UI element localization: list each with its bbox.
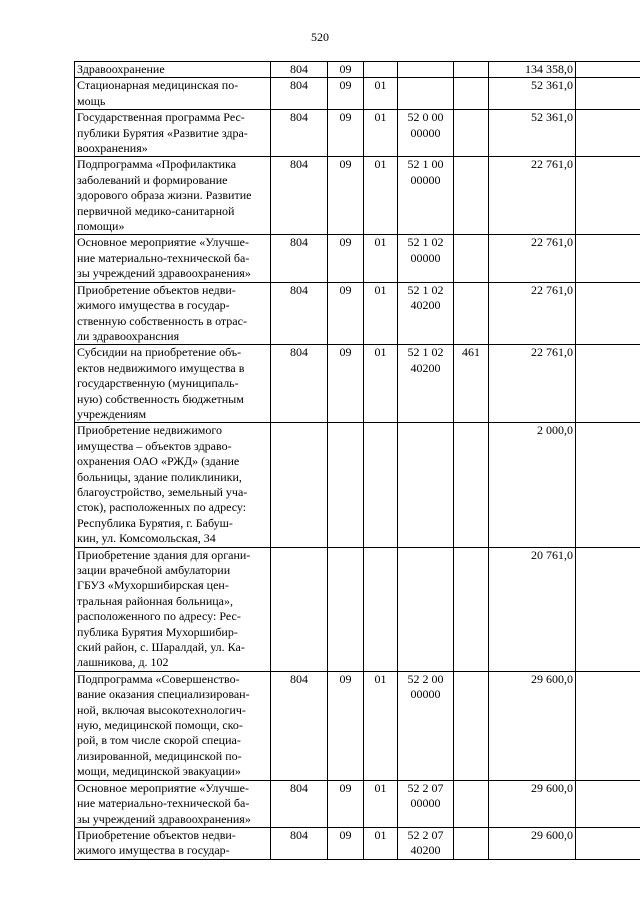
row-target-article-code bbox=[398, 62, 454, 78]
table-row bbox=[75, 235, 640, 282]
row-expense-type-code bbox=[454, 78, 489, 110]
row-grbs-code: 804 bbox=[271, 282, 328, 345]
row-name: Основное мероприятие «Улучше- ние материально-технической ба- зы учреждений здравоохранения» bbox=[75, 780, 271, 827]
row-target-article-code: 52 2 07 40200 bbox=[398, 827, 454, 859]
row-expense-type-code bbox=[454, 423, 489, 547]
row-empty-cell bbox=[576, 62, 640, 78]
row-section-code: 09 bbox=[328, 780, 364, 827]
row-empty-cell bbox=[576, 547, 640, 671]
row-expense-type-code bbox=[454, 827, 489, 859]
row-expense-type-code bbox=[454, 671, 489, 780]
row-section-code: 09 bbox=[328, 671, 364, 780]
table-row bbox=[75, 282, 640, 345]
row-name: Приобретение здания для органи- зации врачебной амбулатории ГБУЗ «Мухоршибирская цен- тральная районная больница», расположенного по адресу: Рес- публика Бурятия Мухоршибир- ский район, с. Шаралдай, ул. Ка- лашникова, д. 102 bbox=[75, 547, 271, 671]
row-grbs-code: 804 bbox=[271, 780, 328, 827]
row-expense-type-code bbox=[454, 157, 489, 235]
table-row bbox=[75, 110, 640, 157]
page-number: 520 bbox=[311, 30, 329, 44]
row-target-article-code: 52 1 02 40200 bbox=[398, 282, 454, 345]
row-name: Субсидии на приобретение объ- ектов недвижимого имущества в государственную (муниципаль- ную) собственность бюджетным учреждениям bbox=[75, 345, 271, 423]
row-name: Подпрограмма «Профилактика заболеваний и формирование здорового образа жизни. Развитие первичной медико-санитарной помощи» bbox=[75, 157, 271, 235]
row-subsection-code: 01 bbox=[364, 671, 398, 780]
budget-table bbox=[74, 61, 640, 860]
row-empty-cell bbox=[576, 780, 640, 827]
row-empty-cell bbox=[576, 157, 640, 235]
row-name: Приобретение объектов недви- жимого имущества в государ- bbox=[75, 827, 271, 859]
table-row bbox=[75, 157, 640, 235]
row-subsection-code bbox=[364, 62, 398, 78]
row-section-code: 09 bbox=[328, 282, 364, 345]
row-subsection-code: 01 bbox=[364, 157, 398, 235]
row-subsection-code: 01 bbox=[364, 235, 398, 282]
row-grbs-code bbox=[271, 423, 328, 547]
row-subsection-code bbox=[364, 423, 398, 547]
row-amount: 52 361,0 bbox=[489, 78, 576, 110]
row-section-code: 09 bbox=[328, 345, 364, 423]
row-grbs-code: 804 bbox=[271, 62, 328, 78]
row-expense-type-code bbox=[454, 235, 489, 282]
row-name: Приобретение объектов недви- жимого имущества в государ- ственную собственность в отрас- ли здравоохрансния bbox=[75, 282, 271, 345]
row-expense-type-code bbox=[454, 780, 489, 827]
table-row bbox=[75, 62, 640, 78]
table-row bbox=[75, 78, 640, 110]
row-target-article-code bbox=[398, 423, 454, 547]
row-empty-cell bbox=[576, 345, 640, 423]
row-section-code bbox=[328, 423, 364, 547]
table-row bbox=[75, 345, 640, 423]
budget-table-body bbox=[75, 62, 640, 860]
row-subsection-code: 01 bbox=[364, 345, 398, 423]
row-section-code: 09 bbox=[328, 235, 364, 282]
row-section-code: 09 bbox=[328, 110, 364, 157]
row-section-code: 09 bbox=[328, 62, 364, 78]
row-name: Подпрограмма «Совершенство- вание оказания специализирован- ной, включая высокотехнологич- ную, медицинской помощи, ско- рой, в том числе скорой специа- лизированной, медицинской по- мощи, медицинской эвакуации» bbox=[75, 671, 271, 780]
row-grbs-code: 804 bbox=[271, 78, 328, 110]
row-target-article-code bbox=[398, 547, 454, 671]
row-empty-cell bbox=[576, 110, 640, 157]
row-amount: 29 600,0 bbox=[489, 671, 576, 780]
row-name: Основное мероприятие «Улучше- ние материально-технической ба- зы учреждений здравоохранения» bbox=[75, 235, 271, 282]
row-target-article-code: 52 1 02 40200 bbox=[398, 345, 454, 423]
row-expense-type-code: 461 bbox=[454, 345, 489, 423]
row-expense-type-code bbox=[454, 547, 489, 671]
row-amount: 22 761,0 bbox=[489, 157, 576, 235]
row-grbs-code: 804 bbox=[271, 345, 328, 423]
row-empty-cell bbox=[576, 827, 640, 859]
row-grbs-code: 804 bbox=[271, 110, 328, 157]
row-empty-cell bbox=[576, 78, 640, 110]
row-target-article-code: 52 1 00 00000 bbox=[398, 157, 454, 235]
row-subsection-code bbox=[364, 547, 398, 671]
row-subsection-code: 01 bbox=[364, 780, 398, 827]
row-grbs-code: 804 bbox=[271, 157, 328, 235]
row-amount: 22 761,0 bbox=[489, 282, 576, 345]
row-amount: 29 600,0 bbox=[489, 780, 576, 827]
row-expense-type-code bbox=[454, 62, 489, 78]
row-grbs-code: 804 bbox=[271, 235, 328, 282]
row-grbs-code: 804 bbox=[271, 827, 328, 859]
table-row bbox=[75, 780, 640, 827]
row-amount: 2 000,0 bbox=[489, 423, 576, 547]
row-name: Здравоохранение bbox=[75, 62, 271, 78]
row-target-article-code bbox=[398, 78, 454, 110]
row-empty-cell bbox=[576, 671, 640, 780]
row-expense-type-code bbox=[454, 110, 489, 157]
row-subsection-code: 01 bbox=[364, 827, 398, 859]
row-target-article-code: 52 1 02 00000 bbox=[398, 235, 454, 282]
row-amount: 29 600,0 bbox=[489, 827, 576, 859]
row-empty-cell bbox=[576, 282, 640, 345]
table-row bbox=[75, 423, 640, 547]
row-grbs-code: 804 bbox=[271, 671, 328, 780]
row-amount: 22 761,0 bbox=[489, 345, 576, 423]
table-row bbox=[75, 671, 640, 780]
row-section-code: 09 bbox=[328, 827, 364, 859]
row-amount: 22 761,0 bbox=[489, 235, 576, 282]
row-empty-cell bbox=[576, 423, 640, 547]
row-subsection-code: 01 bbox=[364, 282, 398, 345]
row-section-code: 09 bbox=[328, 157, 364, 235]
row-target-article-code: 52 2 07 00000 bbox=[398, 780, 454, 827]
row-subsection-code: 01 bbox=[364, 78, 398, 110]
table-row bbox=[75, 827, 640, 859]
table-row bbox=[75, 547, 640, 671]
row-amount: 52 361,0 bbox=[489, 110, 576, 157]
row-subsection-code: 01 bbox=[364, 110, 398, 157]
row-grbs-code bbox=[271, 547, 328, 671]
row-name: Стационарная медицинская по- мощь bbox=[75, 78, 271, 110]
row-section-code bbox=[328, 547, 364, 671]
row-name: Приобретение недвижимого имущества – объектов здраво- охранения ОАО «РЖД» (здание больницы, здание поликлиники, благоустройство, земельный уча- сток), расположенных по адресу: Республика Бурятия, г. Бабуш- кин, ул. Комсомольская, 34 bbox=[75, 423, 271, 547]
row-expense-type-code bbox=[454, 282, 489, 345]
row-target-article-code: 52 0 00 00000 bbox=[398, 110, 454, 157]
row-target-article-code: 52 2 00 00000 bbox=[398, 671, 454, 780]
row-empty-cell bbox=[576, 235, 640, 282]
row-amount: 20 761,0 bbox=[489, 547, 576, 671]
row-name: Государственная программа Рес- публики Бурятия «Развитие здра- воохранения» bbox=[75, 110, 271, 157]
row-section-code: 09 bbox=[328, 78, 364, 110]
row-amount: 134 358,0 bbox=[489, 62, 576, 78]
